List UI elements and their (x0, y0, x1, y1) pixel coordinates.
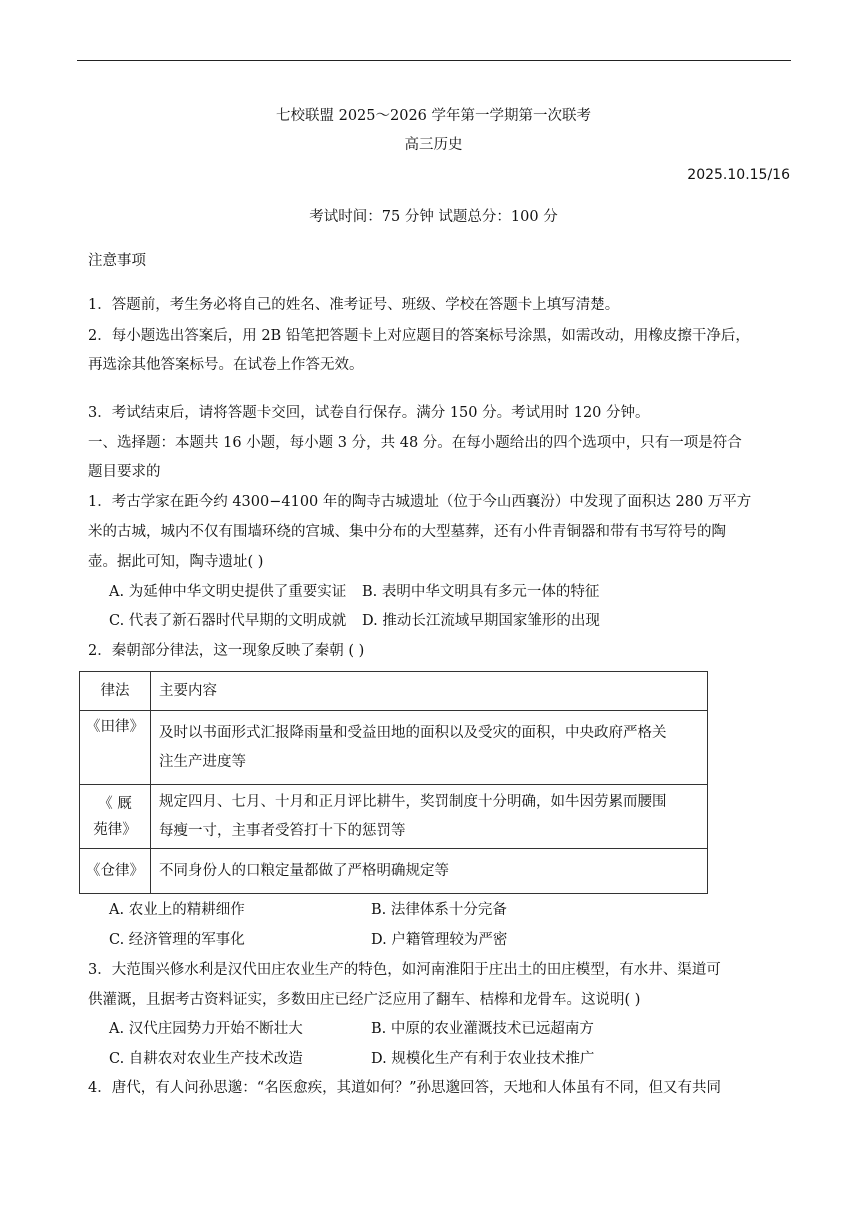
q3-option-b: B. 中原的农业灌溉技术已远超南方 (371, 1021, 594, 1037)
q3-stem-line1: 3．大范围兴修水利是汉代田庄农业生产的特色，如河南淮阳于庄出土的田庄模型，有水井、渠道可 (88, 962, 721, 978)
exam-title: 七校联盟 2025～2026 学年第一学期第一次联考 (275, 108, 592, 124)
law-name-line: 苑律》 (93, 821, 137, 838)
notice-item-1: 1．答题前，考生务必将自己的姓名、准考证号、班级、学校在答题卡上填写清楚。 (88, 297, 620, 313)
section-heading-line2: 题目要求的 (88, 464, 161, 480)
content-line: 每瘦一寸，主事者受笞打十下的惩罚等 (159, 822, 406, 839)
q3-stem-line2: 供灌溉，且据考古资料证实，多数田庄已经广泛应用了翻车、桔槔和龙骨车。这说明( ) (88, 992, 641, 1008)
q1-stem-line1: 1．考古学家在距今约 4300−4100 年的陶寺古城遗址（位于今山西襄汾）中发现了面积达 280 万平方 (88, 494, 752, 510)
content-line: 及时以书面形式汇报降雨量和受益田地的面积以及受灾的面积，中央政府严格关 (159, 724, 667, 741)
notice-item-3: 3．考试结束后，请将答题卡交回，试卷自行保存。满分 150 分。考试用时 120 分钟。 (88, 405, 650, 421)
q1-stem-line3: 壶。据此可知，陶寺遗址( ) (88, 554, 264, 570)
table-cell-law: 《仓律》 (80, 849, 151, 894)
table-cell-law (80, 785, 151, 849)
section-heading-line1: 一、选择题：本题共 16 小题，每小题 3 分，共 48 分。在每小题给出的四个选项中，只有一项是符合 (88, 435, 742, 451)
q2-option-d: D. 户籍管理较为严密 (371, 932, 508, 948)
notice-item-2-line2: 再选涂其他答案标号。在试卷上作答无效。 (88, 357, 364, 373)
law-name: 《田律》 (86, 719, 144, 735)
law-name-line: 《 厩 (98, 795, 132, 812)
q2-stem: 2．秦朝部分律法，这一现象反映了秦朝 ( ) (88, 643, 365, 659)
q1-option-a: A. 为延伸中华文明史提供了重要实证 (109, 584, 347, 600)
q2-law-table (79, 671, 708, 894)
notice-heading: 注意事项 (88, 253, 146, 269)
header-rule (77, 60, 791, 61)
table-row (80, 785, 708, 849)
q2-option-c: C. 经济管理的军事化 (109, 932, 245, 948)
q2-option-a: A. 农业上的精耕细作 (109, 902, 245, 918)
table-cell-law (80, 711, 151, 785)
table-header-law: 律法 (80, 672, 151, 711)
table-row (80, 672, 708, 711)
subject-title: 高三历史 (404, 137, 463, 153)
notice-item-2-line1: 2．每小题选出答案后，用 2B 铅笔把答题卡上对应题目的答案标号涂黑，如需改动，用橡皮擦干净后， (88, 328, 750, 344)
q2-option-b: B. 法律体系十分完备 (371, 902, 507, 918)
table-row (80, 849, 708, 894)
table-cell-content: 不同身份人的口粮定量都做了严格明确规定等 (151, 849, 708, 894)
q1-option-b: B. 表明中华文明具有多元一体的特征 (362, 584, 600, 600)
q3-option-a: A. 汉代庄园势力开始不断壮大 (109, 1021, 303, 1037)
table-cell-content (151, 711, 708, 785)
q1-option-d: D. 推动长江流域早期国家雏形的出现 (362, 613, 600, 629)
table-cell-content (151, 785, 708, 849)
content-line: 规定四月、七月、十月和正月评比耕牛，奖罚制度十分明确，如牛因劳累而腰围 (159, 793, 667, 810)
q4-stem-line1: 4．唐代，有人问孙思邈：“名医愈疾，其道如何？”孙思邈回答，天地和人体虽有不同，但又有共同 (88, 1080, 722, 1096)
table-row (80, 711, 708, 785)
q1-stem-line2: 米的古城，城内不仅有围墙环绕的宫城、集中分布的大型墓葬，还有小件青铜器和带有书写符号的陶 (88, 524, 726, 540)
content-line: 注生产进度等 (159, 753, 246, 770)
table-header-content: 主要内容 (151, 672, 708, 711)
q1-option-c: C. 代表了新石器时代早期的文明成就 (109, 613, 347, 629)
q3-option-c: C. 自耕农对农业生产技术改造 (109, 1051, 303, 1067)
q3-option-d: D. 规模化生产有利于农业技术推广 (371, 1051, 595, 1067)
exam-date: 2025.10.15/16 (687, 167, 790, 183)
exam-info: 考试时间：75 分钟 试题总分：100 分 (309, 209, 558, 225)
